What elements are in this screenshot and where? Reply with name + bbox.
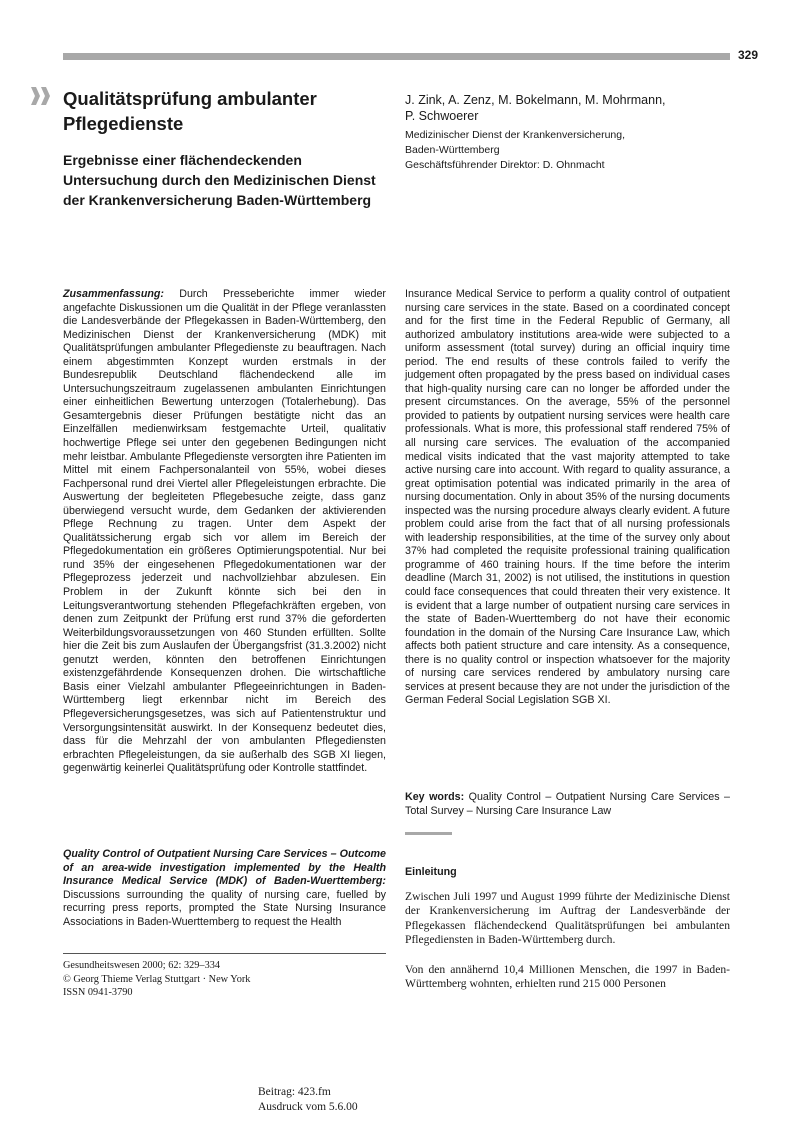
abstract-english-label: Quality Control of Outpatient Nursing Care Services – Outcome of an area-wide investigation implemented by the Health Insurance Medical Service (MDK) of Baden-Wuerttemberg: xyxy=(63,848,386,888)
citation-publisher: © Georg Thieme Verlag Stuttgart · New York xyxy=(63,973,251,985)
citation-footer xyxy=(63,959,386,1000)
page-number: 329 xyxy=(738,48,759,62)
einleitung-paragraph: Von den annähernd 10,4 Millionen Menschen, die 1997 in Baden-Württemberg wohnten, erhielten rund 215 000 Personen xyxy=(405,963,730,991)
keywords-text: Quality Control – Outpatient Nursing Care Services – Total Survey – Nursing Care Insurance Law xyxy=(405,791,730,817)
citation-journal: Gesundheitswesen 2000; 62: 329–334 xyxy=(63,960,221,971)
abstract-german-label: Zusammenfassung: xyxy=(63,288,164,300)
print-info-file: Beitrag: 423.fm xyxy=(258,1086,331,1098)
authors-line: J. Zink, A. Zenz, M. Bokelmann, M. Mohrmann, xyxy=(405,93,666,107)
affiliation-line: Geschäftsführender Direktor: D. Ohnmacht xyxy=(405,159,605,171)
header-rule xyxy=(63,53,730,60)
keywords-label: Key words: xyxy=(405,791,465,803)
abstract-german xyxy=(63,288,386,776)
citation-issn: ISSN 0941-3790 xyxy=(63,987,133,998)
article-subtitle: Ergebnisse einer flächendeckenden Untersuchung durch den Medizinischen Dienst der Krankenversicherung Baden-Württemberg xyxy=(63,152,376,208)
affiliation-line: Medizinischer Dienst der Krankenversicherung, xyxy=(405,129,626,141)
section-separator xyxy=(405,832,452,835)
authors xyxy=(405,92,735,124)
print-info xyxy=(258,1085,358,1115)
authors-line: P. Schwoerer xyxy=(405,109,479,123)
double-chevron-icon xyxy=(30,86,52,106)
affiliation xyxy=(405,128,735,173)
keywords xyxy=(405,791,730,818)
abstract-german-text: Durch Presseberichte immer wieder angefachte Diskussionen um die Qualität in der Pflege veranlassten die Landesverbände der Pflegekassen in Baden-Württemberg, den Medizinischen Dienst der Krankenversicherung (MDK) mit Qualitätsprüfungen ambulanter Pflegedienste zu beauftragen. Nach einem abgestimmten Konzept wurden erstmals in der Bundesrepublik Deutschland flächendeckend alle im Untersuchungszeitraum zugelassenen ambulanten Einrichtungen einer einheitlichen Bewertung unterzogen (Totalerhebung). Das Gesamtergebnis dieser Prüfungen bestätigte nicht das an Einzelfällen medienwirksam festgemachte Urteil, qualitativ hochwertige Pflege sei unter den gegebenen Bedingungen nicht mehr leistbar. Ambulante Pflegedienste versorgten ihre Patienten im Mittel mit einem Fachpersonalanteil von 55%, wobei dieses Fachpersonal rund drei Viertel aller Pflegeleistungen erbrachte. Die Auswertung der begleiteten Pflegebesuche zeigte, dass ganz überwiegend versucht wurde, dem Gedanken der aktivierenden Pflege Rechnung zu tragen. Unter dem Aspekt der Qualitätssicherung ergab sich vor allem im Bereich der Pflegedokumentation ein größeres Optimierungspotential. Nur bei rund 35% der eingesehenen Pflegedokumentationen war der Pflegeprozess jederzeit und nachvollziehbar abzulesen. Ein Problem in der Zukunft könnte sich bei den in Leitungsverantwortung stehenden Pflegefachkräften ergeben, von denen zum Zeitpunkt der Prüfung erst rund 37% die geforderten Weiterbildungsvoraussetzungen von 460 Stunden erfüllten. Sollte hier die Zeit bis zum Auslaufen der Übergangsfrist (31.3.2002) nicht genutzt werden, könnten den betroffenen Einrichtungen existenzgefährdende Konsequenzen drohen. Die wirtschaftliche Basis einer Vielzahl ambulanter Pflegeeinrichtungen in Baden-Württemberg liegt erkennbar nicht im Bereich des Pflegeversicherungsgesetzes, was sich auf Patientenstruktur und Versorgungsintensität auswirkt. In der Konsequenz bedeutet dies, dass für die Mehrzahl der von ambulanten Pflegediensten erbrachten Pflegeleistungen, da sie außerhalb des SGB XI liegen, gegenwärtig keinerlei Qualitätsprüfung oder Kontrolle stattfindet. xyxy=(63,288,386,775)
article-title: Qualitätsprüfung ambulanter Pflegedienste xyxy=(63,88,317,134)
abstract-english-continued: Insurance Medical Service to perform a quality control of outpatient nursing care services in the state. Based on a coordinated concept and for the first time in the Federal Republic of Germany, all authorized ambulatory institutions area-wide were subjected to a uniform assessment (total survey) during an official inquiry time period. The end results of these controls failed to verify the judgement often propagated by the press based on individual cases that high-quality nursing care can no longer be afforded under the present circumstances. On the average, 55% of the personnel provided to patients by outpatient nursing services were health care professionals. What is more, this professional staff rendered 75% of all nursing care services. The evaluation of the accompanied medical visits indicated that the vast majority attempted to take active nursing care into account. With regard to quality assurance, a great optimisation potential was indicated primarily in the area of nursing documentation. Only in about 35% of the nursing documents inspected was the nursing procedure always clearly evident. A future problem could arise from the fact that of all nursing professionals with leadership responsibilities, at the time of the survey only about 37% had completed the requisite professional training qualification programme of 460 training hours. If the time before the interim deadline (March 31, 2002) is not utilised, the institutions in question could face consequences that could threaten their very existence. It is evident that a large number of outpatient nursing care services in the state of Baden-Wuerttemberg do not have their economic foundation in the domain of the Nursing Care Insurance Law, which affects both patient structure and care intensity. As a consequence, there is no quality control or inspection whatsoever for the majority of nursing care services rendered by ambulatory nursing care services at present because they are not under the jurisdiction of the German Federal Social Legislation SGB XI. xyxy=(405,288,730,707)
section-heading-einleitung: Einleitung xyxy=(405,866,457,878)
abstract-english-start xyxy=(63,848,386,929)
footer-rule xyxy=(63,953,386,954)
einleitung-paragraph: Zwischen Juli 1997 und August 1999 führte der Medizinische Dienst der Krankenversicherung im Auftrag der Landesverbände der Pflegekassen flächendeckend Qualitätsprüfungen bei ambulanten Pflegediensten in Baden-Württemberg durch. xyxy=(405,890,730,947)
affiliation-line: Baden-Württemberg xyxy=(405,144,500,156)
abstract-english-text: Discussions surrounding the quality of nursing care, fuelled by recurring press reports, prompted the State Nursing Insurance Associations in Baden-Wuerttemberg to request the Health xyxy=(63,888,386,928)
print-info-date: Ausdruck vom 5.6.00 xyxy=(258,1101,358,1113)
